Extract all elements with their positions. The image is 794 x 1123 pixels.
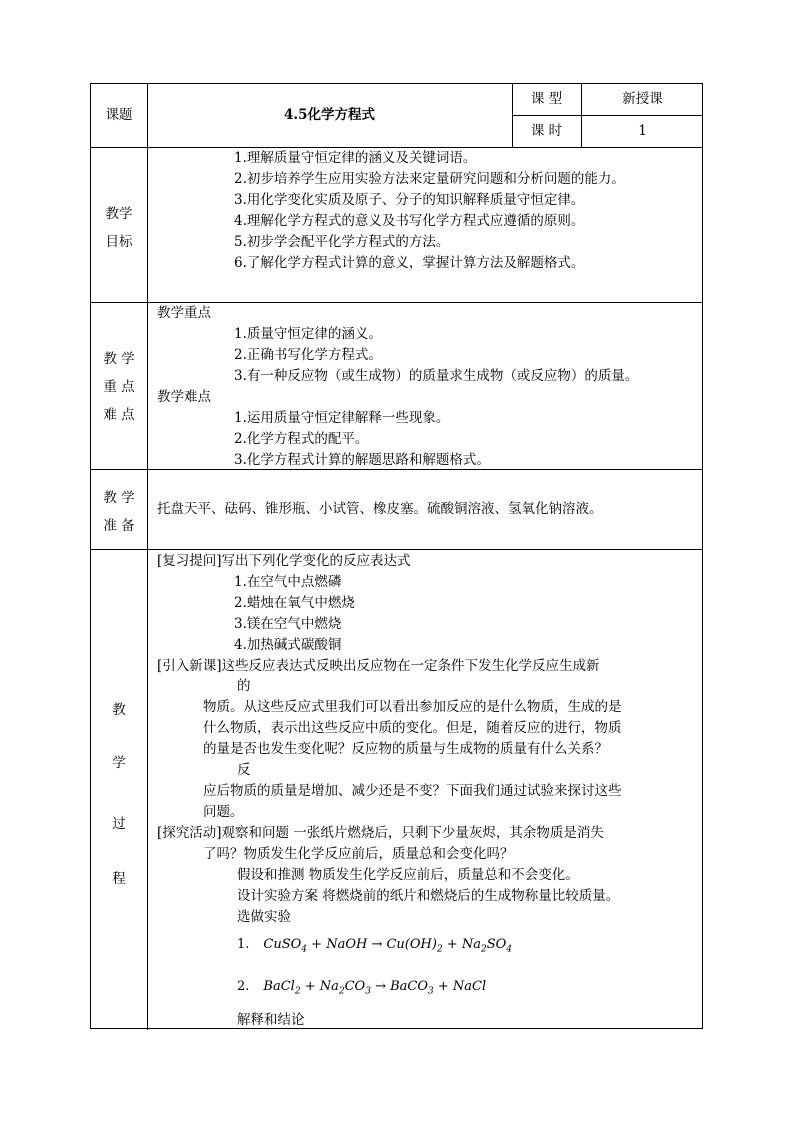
process-label: 学 bbox=[112, 755, 126, 771]
focus-item: 2.正确书写化学方程式。 bbox=[234, 347, 382, 363]
difficulty-item: 3.化学方程式计算的解题思路和解题格式。 bbox=[234, 452, 490, 468]
equation-2: 2. BaCl$_2$ + $Na_2CO_3$ → BaCO$_3$ + NaCl bbox=[237, 979, 487, 997]
lesson-title: 4.5化学方程式 bbox=[284, 107, 375, 123]
goal-item: 4.理解化学方程式的意义及书写化学方程式应遵循的原则。 bbox=[234, 213, 585, 229]
goal-item: 6.了解化学方程式计算的意义，掌握计算方法及解题格式。 bbox=[234, 255, 585, 271]
preparation-label: 教 学 bbox=[103, 490, 135, 506]
intro-line: 什么物质，表示出这些反应中质的变化。但是，随着反应的进行，物质 bbox=[203, 720, 622, 736]
preparation-label: 准 备 bbox=[103, 518, 135, 534]
difficulty-item: 1.运用质量守恒定律解释一些现象。 bbox=[234, 410, 450, 426]
hours-label: 课 时 bbox=[530, 123, 563, 139]
intro-line: 的量是否也发生变化呢？反应物的质量与生成物的质量有什么关系？ bbox=[203, 741, 608, 757]
process-label: 教 bbox=[112, 702, 126, 718]
review-item: 3.镁在空气中燃烧 bbox=[234, 616, 342, 632]
conclusion-text: 解释和结论 bbox=[237, 1012, 305, 1028]
equation-number: 1. bbox=[237, 937, 250, 952]
equation-number: 2. bbox=[237, 979, 250, 994]
difficulty-item: 2.化学方程式的配平。 bbox=[234, 431, 369, 447]
focus-item: 1.质量守恒定律的涵义。 bbox=[234, 326, 382, 342]
goals-label: 教学 bbox=[105, 206, 133, 222]
keypoints-label: 教 学 bbox=[103, 351, 135, 367]
process-label: 程 bbox=[112, 871, 126, 887]
goal-item: 5.初步学会配平化学方程式的方法。 bbox=[234, 234, 450, 250]
intro-line: 物质。从这些反应式里我们可以看出参加反应的是什么物质，生成的是 bbox=[203, 699, 622, 715]
goal-item: 2.初步培养学生应用实验方法来定量研究问题和分析问题的能力。 bbox=[234, 171, 625, 187]
focus-item: 3.有一种反应物（或生成物）的质量求生成物（或反应物）的质量。 bbox=[234, 368, 639, 384]
choose-text: 选做实验 bbox=[237, 909, 291, 925]
intro-wrap: 的 bbox=[237, 678, 251, 694]
review-heading: [复习提问]写出下列化学变化的反应表达式 bbox=[157, 553, 411, 569]
topic-label: 课题 bbox=[105, 107, 133, 123]
column-divider bbox=[147, 84, 148, 1030]
row-divider bbox=[512, 115, 702, 116]
goals-label: 目标 bbox=[105, 234, 133, 250]
hours-value: 1 bbox=[638, 123, 647, 139]
keypoints-label: 重 点 bbox=[103, 379, 135, 395]
focus-title: 教学重点 bbox=[157, 305, 211, 321]
review-item: 4.加热碱式碳酸铜 bbox=[234, 637, 342, 653]
equation-1: 1. CuSO$_4$ + NaOH → $Cu(OH)_2 + Na_2SO_4$ bbox=[237, 937, 513, 955]
explore-heading: [探究活动]观察和问题 一张纸片燃烧后，只剩下少量灰烬，其余物质是消失 bbox=[157, 825, 604, 841]
preparation-text: 托盘天平、砝码、锥形瓶、小试管、橡皮塞。硫酸铜溶液、氢氧化钠溶液。 bbox=[157, 501, 603, 517]
type-label: 课 型 bbox=[530, 91, 563, 107]
review-item: 2.蜡烛在氧气中燃烧 bbox=[234, 595, 355, 611]
process-label: 过 bbox=[112, 816, 126, 832]
design-text: 设计实验方案 将燃烧前的纸片和燃烧后的生成物称量比较质量。 bbox=[237, 888, 620, 904]
intro-line: 应后物质的质量是增加、减少还是不变？下面我们通过试验来探讨这些 bbox=[203, 783, 622, 799]
explore-wrap: 了吗？物质发生化学反应前后，质量总和会变化吗？ bbox=[203, 846, 514, 862]
intro-wrap: 反 bbox=[237, 762, 251, 778]
intro-line: 问题。 bbox=[203, 804, 244, 820]
type-value: 新授课 bbox=[622, 91, 663, 107]
goal-item: 1.理解质量守恒定律的涵义及关键词语。 bbox=[234, 150, 477, 166]
review-item: 1.在空气中点燃磷 bbox=[234, 574, 342, 590]
hypothesis-text: 假设和推测 物质发生化学反应前后，质量总和不会变化。 bbox=[237, 867, 579, 883]
lesson-plan-table bbox=[90, 83, 703, 1029]
difficulty-title: 教学难点 bbox=[157, 389, 211, 405]
keypoints-label: 难 点 bbox=[103, 407, 135, 423]
intro-heading: [引入新课]这些反应表达式反映出反应物在一定条件下发生化学反应生成新 bbox=[157, 658, 600, 674]
goal-item: 3.用化学变化实质及原子、分子的知识解释质量守恒定律。 bbox=[234, 192, 585, 208]
row-divider bbox=[91, 549, 702, 550]
